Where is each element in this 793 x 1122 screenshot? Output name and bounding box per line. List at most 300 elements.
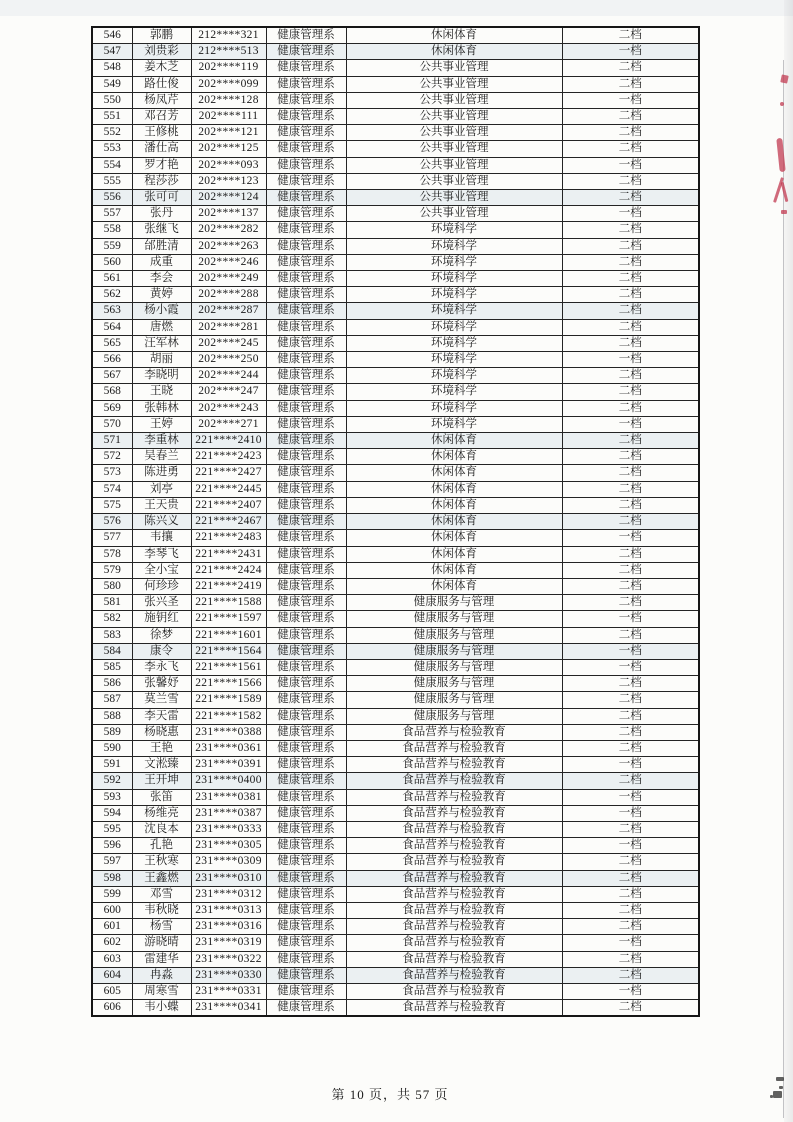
table-row (92, 643, 699, 659)
cell-department: 健康管理系 (266, 416, 346, 432)
cell-row-number: 557 (92, 206, 132, 222)
table-row (92, 319, 699, 335)
cell-student-id: 202****245 (191, 335, 266, 351)
cell-student-id: 221****1564 (191, 643, 266, 659)
cell-department: 健康管理系 (266, 27, 346, 44)
cell-major: 食品营养与检验教育 (346, 757, 562, 773)
cell-student-name: 莫兰雪 (132, 692, 191, 708)
table-row (92, 546, 699, 562)
cell-department: 健康管理系 (266, 627, 346, 643)
cell-student-name: 李天雷 (132, 708, 191, 724)
cell-department: 健康管理系 (266, 676, 346, 692)
cell-row-number: 565 (92, 335, 132, 351)
cell-major: 健康服务与管理 (346, 595, 562, 611)
table-row (92, 789, 699, 805)
cell-student-id: 221****2419 (191, 578, 266, 594)
table-row (92, 173, 699, 189)
cell-row-number: 558 (92, 222, 132, 238)
cell-row-number: 582 (92, 611, 132, 627)
cell-department: 健康管理系 (266, 206, 346, 222)
cell-student-name: 孔艳 (132, 838, 191, 854)
table-row (92, 838, 699, 854)
cell-student-name: 王天贵 (132, 497, 191, 513)
cell-row-number: 595 (92, 821, 132, 837)
scan-smudge (770, 1095, 773, 1098)
table-row (92, 967, 699, 983)
table-row (92, 740, 699, 756)
cell-row-number: 561 (92, 271, 132, 287)
cell-row-number: 549 (92, 76, 132, 92)
table-row (92, 676, 699, 692)
cell-level: 二档 (562, 60, 699, 76)
cell-level: 二档 (562, 190, 699, 206)
cell-department: 健康管理系 (266, 708, 346, 724)
table-row (92, 805, 699, 821)
cell-level: 二档 (562, 271, 699, 287)
cell-level: 二档 (562, 76, 699, 92)
cell-department: 健康管理系 (266, 287, 346, 303)
cell-major: 食品营养与检验教育 (346, 724, 562, 740)
cell-department: 健康管理系 (266, 643, 346, 659)
cell-department: 健康管理系 (266, 76, 346, 92)
table-row (92, 335, 699, 351)
cell-level: 二档 (562, 481, 699, 497)
cell-student-id: 231****0341 (191, 1000, 266, 1017)
cell-student-id: 221****2423 (191, 449, 266, 465)
cell-student-name: 李晓明 (132, 368, 191, 384)
cell-major: 公共事业管理 (346, 157, 562, 173)
cell-level: 一档 (562, 206, 699, 222)
cell-row-number: 551 (92, 109, 132, 125)
cell-student-name: 姜木芝 (132, 60, 191, 76)
cell-level: 二档 (562, 578, 699, 594)
cell-level: 二档 (562, 546, 699, 562)
cell-student-id: 221****2424 (191, 562, 266, 578)
cell-student-id: 231****0361 (191, 740, 266, 756)
cell-major: 公共事业管理 (346, 125, 562, 141)
table-row (92, 222, 699, 238)
cell-student-name: 杨凤芹 (132, 92, 191, 108)
cell-level: 二档 (562, 222, 699, 238)
cell-level: 一档 (562, 92, 699, 108)
cell-student-id: 221****2410 (191, 433, 266, 449)
cell-level: 二档 (562, 319, 699, 335)
cell-row-number: 554 (92, 157, 132, 173)
cell-row-number: 587 (92, 692, 132, 708)
cell-major: 休闲体育 (346, 530, 562, 546)
cell-student-id: 202****128 (191, 92, 266, 108)
cell-major: 食品营养与检验教育 (346, 983, 562, 999)
cell-department: 健康管理系 (266, 92, 346, 108)
cell-student-name: 韦小蝶 (132, 1000, 191, 1017)
cell-major: 休闲体育 (346, 546, 562, 562)
cell-student-name: 王艳 (132, 740, 191, 756)
cell-student-id: 202****287 (191, 303, 266, 319)
cell-level: 一档 (562, 643, 699, 659)
cell-student-id: 212****513 (191, 44, 266, 60)
cell-major: 公共事业管理 (346, 190, 562, 206)
cell-student-name: 刘贵彩 (132, 44, 191, 60)
cell-student-name: 张继飞 (132, 222, 191, 238)
cell-student-name: 李会 (132, 271, 191, 287)
cell-level: 二档 (562, 821, 699, 837)
cell-row-number: 572 (92, 449, 132, 465)
cell-student-id: 231****0333 (191, 821, 266, 837)
cell-student-id: 221****1597 (191, 611, 266, 627)
cell-major: 食品营养与检验教育 (346, 870, 562, 886)
cell-major: 休闲体育 (346, 497, 562, 513)
table-row (92, 141, 699, 157)
cell-level: 二档 (562, 708, 699, 724)
cell-department: 健康管理系 (266, 983, 346, 999)
cell-student-name: 吴春兰 (132, 449, 191, 465)
cell-student-id: 202****099 (191, 76, 266, 92)
cell-department: 健康管理系 (266, 481, 346, 497)
table-row (92, 497, 699, 513)
table-row (92, 92, 699, 108)
cell-student-name: 张馨妤 (132, 676, 191, 692)
cell-level: 二档 (562, 951, 699, 967)
cell-student-name: 杨维亮 (132, 805, 191, 821)
cell-department: 健康管理系 (266, 319, 346, 335)
cell-level: 二档 (562, 465, 699, 481)
table-row (92, 530, 699, 546)
cell-student-id: 202****124 (191, 190, 266, 206)
cell-student-id: 202****246 (191, 254, 266, 270)
scan-smudge (773, 1091, 782, 1098)
table-row (92, 595, 699, 611)
cell-row-number: 606 (92, 1000, 132, 1017)
cell-department: 健康管理系 (266, 562, 346, 578)
cell-major: 环境科学 (346, 287, 562, 303)
table-row (92, 951, 699, 967)
table-row (92, 206, 699, 222)
cell-student-id: 202****244 (191, 368, 266, 384)
cell-department: 健康管理系 (266, 44, 346, 60)
cell-student-name: 文淞臻 (132, 757, 191, 773)
cell-student-name: 刘亭 (132, 481, 191, 497)
cell-major: 健康服务与管理 (346, 676, 562, 692)
cell-student-id: 221****2467 (191, 514, 266, 530)
cell-student-id: 221****2431 (191, 546, 266, 562)
cell-level: 一档 (562, 530, 699, 546)
cell-level: 二档 (562, 740, 699, 756)
table-row (92, 870, 699, 886)
cell-row-number: 556 (92, 190, 132, 206)
cell-major: 食品营养与检验教育 (346, 854, 562, 870)
cell-row-number: 594 (92, 805, 132, 821)
cell-level: 二档 (562, 335, 699, 351)
table-row (92, 514, 699, 530)
cell-level: 一档 (562, 789, 699, 805)
cell-department: 健康管理系 (266, 967, 346, 983)
cell-major: 休闲体育 (346, 514, 562, 530)
cell-department: 健康管理系 (266, 821, 346, 837)
cell-student-name: 张丹 (132, 206, 191, 222)
table-row (92, 433, 699, 449)
cell-department: 健康管理系 (266, 238, 346, 254)
cell-level: 二档 (562, 902, 699, 918)
cell-student-name: 雷建华 (132, 951, 191, 967)
cell-row-number: 555 (92, 173, 132, 189)
cell-department: 健康管理系 (266, 303, 346, 319)
cell-level: 二档 (562, 724, 699, 740)
cell-level: 二档 (562, 27, 699, 44)
cell-row-number: 590 (92, 740, 132, 756)
cell-student-id: 202****093 (191, 157, 266, 173)
cell-row-number: 583 (92, 627, 132, 643)
cell-level: 一档 (562, 352, 699, 368)
cell-student-name: 潘仕高 (132, 141, 191, 157)
cell-major: 健康服务与管理 (346, 611, 562, 627)
cell-level: 二档 (562, 384, 699, 400)
cell-department: 健康管理系 (266, 935, 346, 951)
table-row (92, 271, 699, 287)
cell-row-number: 564 (92, 319, 132, 335)
cell-row-number: 576 (92, 514, 132, 530)
cell-student-id: 202****119 (191, 60, 266, 76)
cell-level: 一档 (562, 416, 699, 432)
cell-major: 健康服务与管理 (346, 659, 562, 675)
cell-level: 二档 (562, 287, 699, 303)
cell-level: 二档 (562, 967, 699, 983)
cell-level: 一档 (562, 805, 699, 821)
cell-row-number: 569 (92, 400, 132, 416)
scan-smudge (779, 1086, 783, 1089)
cell-major: 食品营养与检验教育 (346, 902, 562, 918)
cell-major: 环境科学 (346, 303, 562, 319)
cell-level: 二档 (562, 773, 699, 789)
cell-row-number: 571 (92, 433, 132, 449)
cell-major: 健康服务与管理 (346, 692, 562, 708)
cell-department: 健康管理系 (266, 919, 346, 935)
cell-major: 环境科学 (346, 416, 562, 432)
cell-student-name: 王修桃 (132, 125, 191, 141)
cell-major: 公共事业管理 (346, 109, 562, 125)
cell-student-id: 221****1601 (191, 627, 266, 643)
cell-major: 环境科学 (346, 222, 562, 238)
cell-department: 健康管理系 (266, 449, 346, 465)
cell-row-number: 585 (92, 659, 132, 675)
cell-student-name: 李琴飞 (132, 546, 191, 562)
cell-student-name: 胡丽 (132, 352, 191, 368)
cell-department: 健康管理系 (266, 1000, 346, 1017)
cell-student-id: 231****0310 (191, 870, 266, 886)
scan-edge-line (783, 60, 784, 1118)
cell-student-id: 231****0387 (191, 805, 266, 821)
cell-department: 健康管理系 (266, 368, 346, 384)
table-row (92, 27, 699, 44)
cell-level: 二档 (562, 919, 699, 935)
cell-student-id: 202****111 (191, 109, 266, 125)
cell-department: 健康管理系 (266, 157, 346, 173)
cell-student-id: 221****1566 (191, 676, 266, 692)
cell-student-name: 冉淼 (132, 967, 191, 983)
cell-student-name: 张兴圣 (132, 595, 191, 611)
scan-top-shade (0, 0, 793, 16)
cell-department: 健康管理系 (266, 611, 346, 627)
table-row (92, 400, 699, 416)
cell-row-number: 604 (92, 967, 132, 983)
cell-row-number: 573 (92, 465, 132, 481)
table-row (92, 76, 699, 92)
red-stamp-fragment (781, 210, 787, 214)
cell-row-number: 567 (92, 368, 132, 384)
table-row (92, 757, 699, 773)
cell-major: 休闲体育 (346, 44, 562, 60)
red-stamp-fragment (780, 102, 784, 106)
cell-major: 环境科学 (346, 319, 562, 335)
cell-department: 健康管理系 (266, 773, 346, 789)
cell-student-name: 何珍珍 (132, 578, 191, 594)
cell-student-id: 231****0313 (191, 902, 266, 918)
cell-major: 环境科学 (346, 368, 562, 384)
table-body (92, 27, 699, 1016)
cell-level: 一档 (562, 157, 699, 173)
cell-student-name: 全小宝 (132, 562, 191, 578)
table-row (92, 60, 699, 76)
cell-row-number: 592 (92, 773, 132, 789)
cell-student-name: 李永飞 (132, 659, 191, 675)
cell-major: 休闲体育 (346, 433, 562, 449)
cell-row-number: 577 (92, 530, 132, 546)
cell-student-id: 221****2427 (191, 465, 266, 481)
cell-level: 一档 (562, 44, 699, 60)
cell-student-name: 王婷 (132, 416, 191, 432)
cell-student-id: 231****0400 (191, 773, 266, 789)
cell-student-name: 徐梦 (132, 627, 191, 643)
table-row (92, 481, 699, 497)
cell-student-name: 王鑫燃 (132, 870, 191, 886)
cell-major: 公共事业管理 (346, 60, 562, 76)
cell-student-id: 231****0319 (191, 935, 266, 951)
cell-student-id: 202****288 (191, 287, 266, 303)
cell-student-name: 汪军林 (132, 335, 191, 351)
cell-level: 二档 (562, 400, 699, 416)
cell-student-name: 郭鹏 (132, 27, 191, 44)
cell-row-number: 580 (92, 578, 132, 594)
cell-major: 公共事业管理 (346, 92, 562, 108)
cell-department: 健康管理系 (266, 789, 346, 805)
cell-row-number: 553 (92, 141, 132, 157)
cell-student-id: 221****1589 (191, 692, 266, 708)
cell-student-name: 施钥红 (132, 611, 191, 627)
cell-student-id: 202****282 (191, 222, 266, 238)
cell-major: 公共事业管理 (346, 173, 562, 189)
cell-row-number: 575 (92, 497, 132, 513)
cell-major: 食品营养与检验教育 (346, 773, 562, 789)
cell-level: 一档 (562, 659, 699, 675)
table-row (92, 935, 699, 951)
cell-department: 健康管理系 (266, 109, 346, 125)
table-row (92, 578, 699, 594)
cell-student-name: 韦攘 (132, 530, 191, 546)
cell-student-name: 王晓 (132, 384, 191, 400)
cell-row-number: 600 (92, 902, 132, 918)
cell-department: 健康管理系 (266, 141, 346, 157)
table-row (92, 611, 699, 627)
cell-row-number: 589 (92, 724, 132, 740)
cell-row-number: 578 (92, 546, 132, 562)
cell-major: 休闲体育 (346, 27, 562, 44)
table-row (92, 659, 699, 675)
table-row (92, 254, 699, 270)
cell-major: 休闲体育 (346, 562, 562, 578)
cell-department: 健康管理系 (266, 659, 346, 675)
cell-level: 二档 (562, 870, 699, 886)
table-row (92, 627, 699, 643)
cell-department: 健康管理系 (266, 514, 346, 530)
cell-student-name: 唐燃 (132, 319, 191, 335)
cell-department: 健康管理系 (266, 254, 346, 270)
cell-student-id: 231****0330 (191, 967, 266, 983)
cell-major: 休闲体育 (346, 481, 562, 497)
cell-level: 二档 (562, 125, 699, 141)
cell-major: 食品营养与检验教育 (346, 967, 562, 983)
cell-student-id: 231****0316 (191, 919, 266, 935)
table-row (92, 724, 699, 740)
cell-student-id: 221****1582 (191, 708, 266, 724)
cell-department: 健康管理系 (266, 271, 346, 287)
cell-department: 健康管理系 (266, 692, 346, 708)
cell-student-id: 221****2483 (191, 530, 266, 546)
cell-major: 食品营养与检验教育 (346, 805, 562, 821)
cell-student-name: 陈进勇 (132, 465, 191, 481)
cell-major: 休闲体育 (346, 465, 562, 481)
cell-student-id: 221****1588 (191, 595, 266, 611)
cell-level: 二档 (562, 1000, 699, 1017)
cell-student-id: 202****125 (191, 141, 266, 157)
table-row (92, 352, 699, 368)
cell-student-id: 231****0331 (191, 983, 266, 999)
cell-student-name: 张可可 (132, 190, 191, 206)
cell-department: 健康管理系 (266, 400, 346, 416)
cell-student-name: 杨雪 (132, 919, 191, 935)
cell-major: 食品营养与检验教育 (346, 789, 562, 805)
cell-level: 二档 (562, 303, 699, 319)
cell-row-number: 560 (92, 254, 132, 270)
table-row (92, 157, 699, 173)
cell-major: 食品营养与检验教育 (346, 886, 562, 902)
cell-row-number: 568 (92, 384, 132, 400)
cell-major: 食品营养与检验教育 (346, 919, 562, 935)
cell-major: 环境科学 (346, 384, 562, 400)
table-row (92, 287, 699, 303)
cell-student-id: 202****137 (191, 206, 266, 222)
cell-row-number: 581 (92, 595, 132, 611)
cell-student-name: 杨小霞 (132, 303, 191, 319)
cell-major: 食品营养与检验教育 (346, 740, 562, 756)
cell-student-id: 231****0305 (191, 838, 266, 854)
cell-department: 健康管理系 (266, 805, 346, 821)
cell-row-number: 598 (92, 870, 132, 886)
cell-student-name: 成重 (132, 254, 191, 270)
cell-major: 休闲体育 (346, 449, 562, 465)
cell-row-number: 605 (92, 983, 132, 999)
table-row (92, 919, 699, 935)
table-row (92, 562, 699, 578)
cell-level: 二档 (562, 854, 699, 870)
cell-student-name: 邓召芳 (132, 109, 191, 125)
cell-department: 健康管理系 (266, 60, 346, 76)
cell-department: 健康管理系 (266, 595, 346, 611)
cell-level: 一档 (562, 935, 699, 951)
cell-student-id: 202****121 (191, 125, 266, 141)
cell-level: 二档 (562, 109, 699, 125)
cell-row-number: 563 (92, 303, 132, 319)
cell-department: 健康管理系 (266, 125, 346, 141)
table-row (92, 821, 699, 837)
